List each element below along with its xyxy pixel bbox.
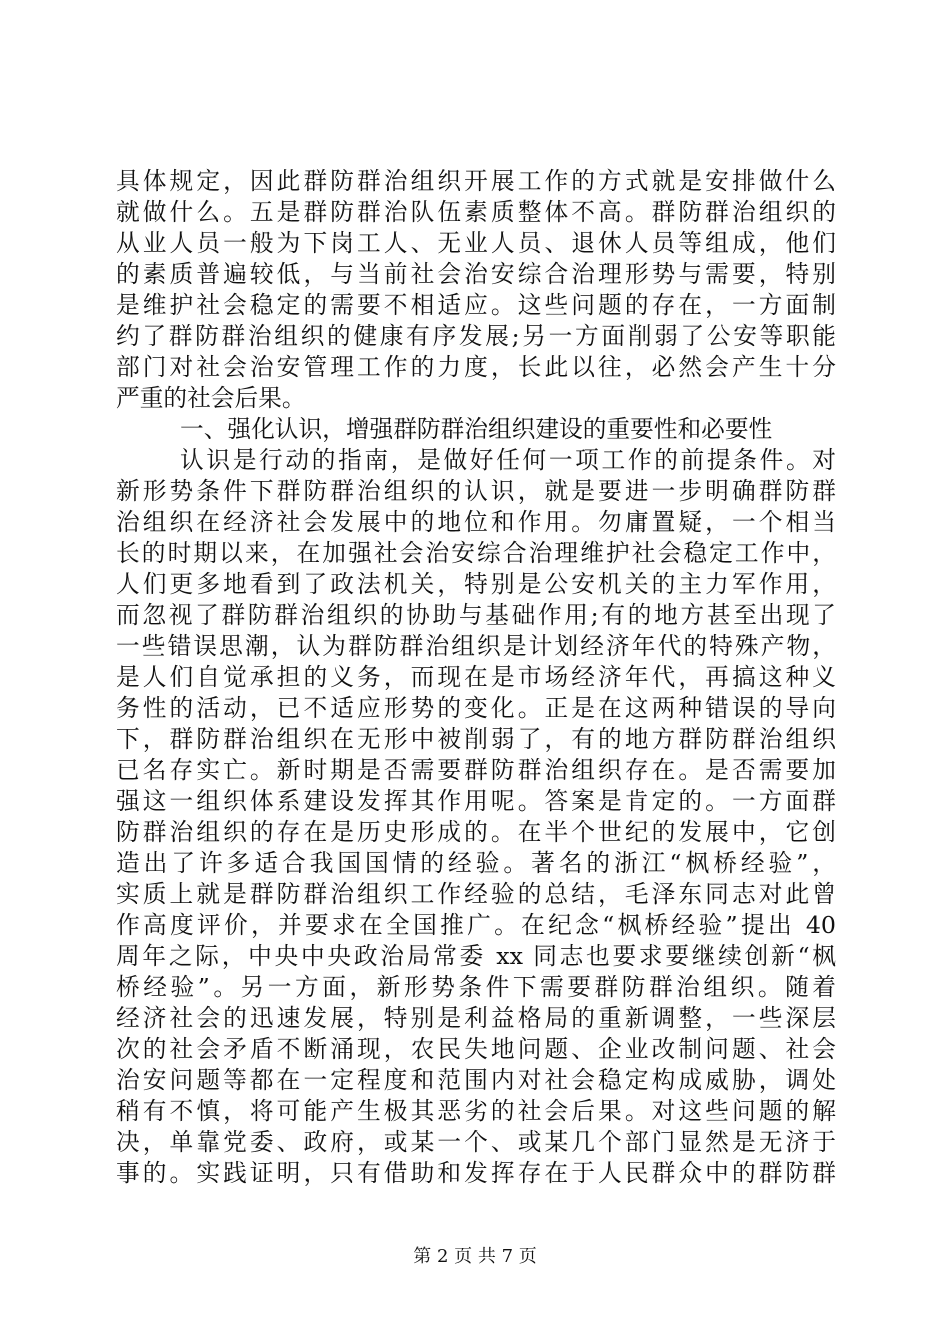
text-line: 长的时期以来，在加强社会治安综合治理维护社会稳定工作中， xyxy=(116,539,836,567)
text-line: 造出了许多适合我国国情的经验。著名的浙江“枫桥经验”， xyxy=(116,849,836,877)
text-line: 桥经验”。另一方面，新形势条件下需要群防群治组织。随着 xyxy=(116,973,836,1001)
paragraph xyxy=(116,166,836,414)
text-line: 就做什么。五是群防群治队伍素质整体不高。群防群治组织的 xyxy=(116,198,836,226)
text-line: 部门对社会治安管理工作的力度，长此以往，必然会产生十分 xyxy=(116,353,836,381)
text-line: 决，单靠党委、政府，或某一个、或某几个部门显然是无济于 xyxy=(116,1128,836,1156)
text-line: 新形势条件下群防群治组织的认识，就是要进一步明确群防群 xyxy=(116,477,836,505)
text-line: 下，群防群治组织在无形中被削弱了，有的地方群防群治组织 xyxy=(116,725,836,753)
text-line: 作高度评价，并要求在全国推广。在纪念“枫桥经验”提出 40 xyxy=(116,911,836,939)
text-line: 一些错误思潮，认为群防群治组织是计划经济年代的特殊产物， xyxy=(116,632,836,660)
section-heading xyxy=(116,414,836,445)
text-line: 强这一组织体系建设发挥其作用呢。答案是肯定的。一方面群 xyxy=(116,787,836,815)
text-line: 具体规定，因此群防群治组织开展工作的方式就是安排做什么 xyxy=(116,167,836,195)
text-line: 是人们自觉承担的义务，而现在是市场经济年代，再搞这种义 xyxy=(116,663,836,691)
text-line: 实质上就是群防群治组织工作经验的总结，毛泽东同志对此曾 xyxy=(116,880,836,908)
text-line: 事的。实践证明，只有借助和发挥存在于人民群众中的群防群 xyxy=(116,1159,836,1187)
text-line: 次的社会矛盾不断涌现，农民失地问题、企业改制问题、社会 xyxy=(116,1035,836,1063)
text-line: 而忽视了群防群治组织的协助与基础作用;有的地方甚至出现了 xyxy=(116,601,836,629)
paragraph xyxy=(116,445,836,1189)
document-body xyxy=(116,166,836,1189)
text-line: 从业人员一般为下岗工人、无业人员、退休人员等组成，他们 xyxy=(116,229,836,257)
text-line: 人们更多地看到了政法机关，特别是公安机关的主力军作用， xyxy=(116,570,836,598)
text-line: 经济社会的迅速发展，特别是利益格局的重新调整，一些深层 xyxy=(116,1004,836,1032)
text-line: 一、强化认识，增强群防群治组织建设的重要性和必要性 xyxy=(180,415,773,443)
text-line: 防群治组织的存在是历史形成的。在半个世纪的发展中，它创 xyxy=(116,818,836,846)
text-line: 的素质普遍较低，与当前社会治安综合治理形势与需要，特别 xyxy=(116,260,836,288)
text-line: 务性的活动，已不适应形势的变化。正是在这两种错误的导向 xyxy=(116,694,836,722)
page-footer: 第 2 页 共 7 页 xyxy=(413,1246,537,1267)
text-line: 治安问题等都在一定程度和范围内对社会稳定构成威胁，调处 xyxy=(116,1066,836,1094)
text-line: 周年之际，中央中央政治局常委 xx 同志也要求要继续创新“枫 xyxy=(116,942,836,970)
text-line: 约了群防群治组织的健康有序发展;另一方面削弱了公安等职能 xyxy=(116,322,836,350)
text-line: 是维护社会稳定的需要不相适应。这些问题的存在，一方面制 xyxy=(116,291,836,319)
text-line: 稍有不慎，将可能产生极其恶劣的社会后果。对这些问题的解 xyxy=(116,1097,836,1125)
text-line: 治组织在经济社会发展中的地位和作用。勿庸置疑，一个相当 xyxy=(116,508,836,536)
text-line: 已名存实亡。新时期是否需要群防群治组织存在。是否需要加 xyxy=(116,756,836,784)
text-line: 认识是行动的指南，是做好任何一项工作的前提条件。对 xyxy=(180,446,836,474)
text-line: 严重的社会后果。 xyxy=(116,384,306,412)
